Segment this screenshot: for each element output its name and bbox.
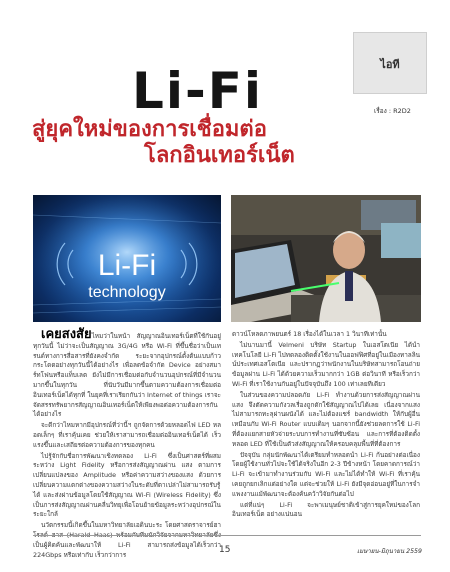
body-paragraph: ดาวน์โหลดภาพยนตร์ 18 เรื่องได้ในเวลา 1 วินาทีเท่านั้น [232, 330, 387, 338]
body-paragraph: ไปรู้จักกับชื่อการพัฒนาเชิงทดลอง Li-Fi ซึ่งเป็นศาสตร์ที่ผสมระหว่าง Light Fidelity หรือการส่งสัญญาณผ่าน แสง ตามการเปลี่ยนแปลงของ Amplitude หรือค่าความสว่างของแสง ด้วยการเปลี่ยนความแตกต่างของความสว่างในระดับที่ตาเปล่าไม่สามารถรับรู้ได้ และส่งผ่านข้อมูลโดยใช้สัญญาณ Wi-Fi (Wireless Fidelity) ซึ่งเป็นการส่งสัญญาณผ่านคลื่นวิทยุเพื่อโอนย้ายข้อมูลระหว่างอุปกรณ์ในระยะใกล้ [33, 451, 221, 519]
body-paragraph: เคยสงสัยไหมว่าในหน้า สัญญาณอินเทอร์เน็ตที่ใช้กันอยู่ทุกวันนี้ ไม่ว่าจะเป็นสัญญาณ 3G/4G หรือ Wi-Fi ที่ขึ้นชื่อว่าเป็นเทรนด์ทางการสื่อสารที่ยังคงจำกัด ระยะจากอุปกรณ์ตั้งต้นแบบก้าวกระโดดอย่างทุกวันนี้ได้อย่างไร เพื่อลดข้อจำกัด Device อย่างสมาร์ทโฟนหรือแท็บเลต ยังไม่มีการเชื่อมต่อกับจำนวนอุปกรณ์ที่มีจำนวนมากขึ้นในทุกวัน ที่นับวันมีมากขึ้นตามความต้องการเชื่อมต่ออินเทอร์เน็ตได้ทุกที่ ในยุคที่เราเรียกกันว่า Internet of things เราจะจัดสรรทรัพยากรสัญญาณอินเทอร์เน็ตให้เพียงพอต่อความต้องการกันได้อย่างไร [33, 327, 221, 419]
body-paragraph: นวัตกรรมนี้เกิดขึ้นในมหาวิทยาลัยเอดินบะระ โดยศาสตราจารย์ฮา เป็นผู้คิดค้นและพัฒนาให้ Li-Fi สามารถส่งข้อมูลได้เร็วกว่า 224Gbps หรือเท่ากับ เร็วกว่าการ [33, 521, 221, 559]
lifi-technology-image [33, 195, 221, 322]
article-title: Li-Fi [132, 62, 264, 120]
section-tag-label: ไอที [380, 58, 400, 71]
scientist-photo [231, 195, 421, 322]
body-paragraph: แต่ที่แน่ๆ Li-Fi จะพาเมนุษย์ชาติเข้าสู่การยุคใหม่ของโลกอินเทอร์เน็ต อย่างแน่นอน [232, 500, 420, 519]
body-paragraph: จะดีกว่าไหมหากมีอุปกรณ์ที่ว่านี้ฯ ถูกจัดการด้วยหลอดไฟ LED หลอดเล็กๆ ที่เราคุ้นเคย ช่วยให้เราสามารถเชื่อมต่ออินเทอร์เน็ตได้ เร็วแรงขึ้นและเสถียรต่อความต้องการของทุกคน [33, 421, 221, 449]
body-column-right [232, 330, 420, 520]
body-paragraph: ปัจจุบัน กลุ่มนักพัฒนาได้เตรียมทำหลอดนำ Li-Fi ก้นอย่างต่อเนื่อง โดยผู้ใช้งานทั่วไปจะใช้ได้จริงในอีก 2-3 ปีข้างหน้า โดยคาดการณ์ว่า Li-Fi จะเข้ามาทำงานร่วมกับ Wi-Fi และไม่ได้ทำให้ Wi-Fi ที่เราคุ้นเคยถูกยกเลิกแต่อย่างใด แต่จะช่วยให้ Li-Fi ยังมีจุดอ่อนอยู่ที่ในการจำแพงงานแม้พัฒนาจะต้องค้นคว้าวิจัยกันต่อไป [232, 450, 420, 498]
article-subtitle-line1: สู่ยุคใหม่ของการเชื่อมต่อ [32, 117, 267, 142]
article-subtitle-line2: โลกอินเทอร์เน็ต [144, 143, 295, 168]
body-column-left [33, 327, 221, 560]
body-paragraph: ในส่วนของความปลอดภัย Li-Fi ทำงานด้วยการส่งสัญญาณผ่านแสง จึงตัดความกังวลเรื่องถูกดักใช้สัญญาณไปได้เลย เนื่องจากแสงไม่สามารถทะลุผ่านผนังได้ และไม่ต้องแชร์ bandwidth ให้กับผู้อื่นเหมือนกับ Wi-Fi Router แบบเดิมๆ นอกจากนี้ยังช่วยลดการใช้ Li-Fi ที่ต้องแยกสายหัวจ่ายระบบการทำงานที่ซับซ้อน และการที่ต้องติดตั้งหลอด LED ที่ใช้เป็นตัวส่งสัญญาณให้ครอบคลุมพื้นที่ที่ต้องการ [232, 390, 420, 448]
footer-divider [33, 535, 421, 536]
lifi-logo-text: Li-Fi [97, 249, 157, 282]
lead-word: เคยสงสัย [41, 327, 92, 342]
author-credit: เรื่อง : R2D2 [374, 107, 411, 115]
lifi-caption-text: technology [88, 284, 166, 301]
page-number: 15 [219, 545, 231, 555]
scientist-illustration [231, 195, 421, 322]
body-paragraph: ไม่นานมานี้ Velmeni บริษัท Startup ในเอสโตเนีย ได้นำเทคโนโลยี Li-Fi ไปทดลองติดตั้งใช้งานในออฟฟิศที่อยู่ในเมืองทาลลินน์ประเทศเอสโตเนีย และปรากฏว่าพนักงานในบริษัทสามารถโอนถ่ายข้อมูลผ่าน Li-Fi ได้ด้วยความเร็วมากกว่า 1GB ต่อวินาที หรือเร็วกว่า Wi-Fi ที่เราใช้งานกันอยู่ในปัจจุบันถึง 100 เท่าเลยทีเดียว [232, 340, 420, 388]
section-tag [353, 32, 427, 94]
lifi-graphic [33, 195, 221, 322]
issue-date: เมษายน-มิถุนายน 2559 [357, 548, 422, 555]
